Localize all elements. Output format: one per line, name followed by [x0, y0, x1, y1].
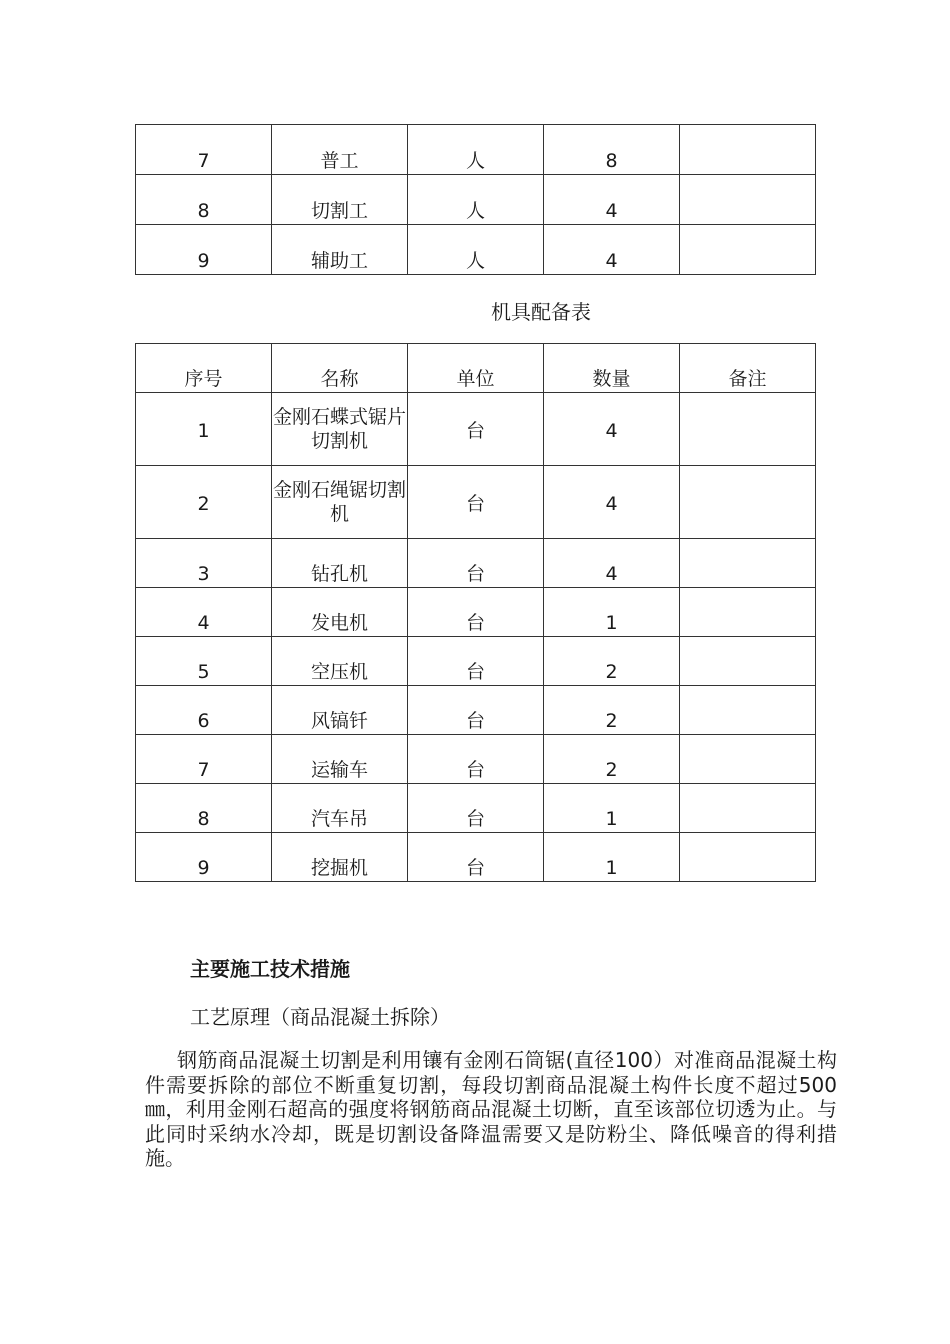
cell-note: [680, 588, 816, 637]
table-row: [136, 175, 816, 225]
cell-name: 辅助工: [272, 225, 408, 275]
cell-no: 3: [136, 539, 272, 588]
table-row: [136, 686, 816, 735]
cell-name: 钻孔机: [272, 539, 408, 588]
header-note: 备注: [680, 344, 816, 393]
cell-qty: 1: [544, 588, 680, 637]
cell-no: 1: [136, 393, 272, 466]
cell-unit: 人: [408, 125, 544, 175]
cell-qty: 4: [544, 539, 680, 588]
cell-name-line2: 机: [329, 502, 349, 525]
equipment-table: [135, 343, 816, 882]
cell-qty: 1: [544, 784, 680, 833]
cell-unit: 台: [408, 686, 544, 735]
cell-no: 8: [136, 175, 272, 225]
cell-unit: 台: [408, 393, 544, 466]
cell-unit: 台: [408, 588, 544, 637]
cell-name: 挖掘机: [272, 833, 408, 882]
cell-note: [680, 225, 816, 275]
table-row: [136, 393, 816, 466]
table-row: [136, 125, 816, 175]
table-row: [136, 466, 816, 539]
cell-name: 运输车: [272, 735, 408, 784]
cell-note: [680, 466, 816, 539]
table-caption: [135, 296, 947, 325]
table-row: [136, 588, 816, 637]
cell-qty: 2: [544, 637, 680, 686]
cell-note: [680, 125, 816, 175]
cell-unit: 台: [408, 637, 544, 686]
cell-name: 发电机: [272, 588, 408, 637]
caption-text: 机具配备表: [491, 300, 591, 324]
cell-qty: 1: [544, 833, 680, 882]
cell-qty: 4: [544, 175, 680, 225]
cell-note: [680, 539, 816, 588]
cell-unit: 人: [408, 175, 544, 225]
cell-no: 4: [136, 588, 272, 637]
cell-name-line2: 切割机: [310, 429, 368, 452]
cell-name-line1: 金刚石绳锯切割: [272, 478, 406, 501]
table-row: [136, 784, 816, 833]
cell-qty: 4: [544, 225, 680, 275]
cell-name: 切割工: [272, 175, 408, 225]
cell-qty: 2: [544, 686, 680, 735]
cell-no: 9: [136, 225, 272, 275]
cell-qty: 4: [544, 393, 680, 466]
table-row: [136, 833, 816, 882]
cell-name: 空压机: [272, 637, 408, 686]
table-header-row: [136, 344, 816, 393]
cell-note: [680, 175, 816, 225]
cell-note: [680, 833, 816, 882]
cell-unit: 台: [408, 784, 544, 833]
cell-no: 9: [136, 833, 272, 882]
cell-name: [272, 393, 408, 466]
cell-no: 8: [136, 784, 272, 833]
cell-unit: 台: [408, 539, 544, 588]
cell-no: 6: [136, 686, 272, 735]
header-no: 序号: [136, 344, 272, 393]
cell-unit: 人: [408, 225, 544, 275]
cell-no: 7: [136, 735, 272, 784]
cell-name: 风镐钎: [272, 686, 408, 735]
cell-qty: 8: [544, 125, 680, 175]
header-name: 名称: [272, 344, 408, 393]
section-subheading: 工艺原理（商品混凝土拆除）: [190, 1005, 450, 1029]
cell-qty: 2: [544, 735, 680, 784]
table-row: [136, 637, 816, 686]
cell-name: 汽车吊: [272, 784, 408, 833]
cell-unit: 台: [408, 466, 544, 539]
header-qty: 数量: [544, 344, 680, 393]
cell-note: [680, 686, 816, 735]
cell-note: [680, 393, 816, 466]
section-heading: 主要施工技术措施: [190, 957, 350, 981]
table-row: [136, 539, 816, 588]
cell-name: 普工: [272, 125, 408, 175]
cell-qty: 4: [544, 466, 680, 539]
cell-name: [272, 466, 408, 539]
cell-no: 5: [136, 637, 272, 686]
table-row: [136, 735, 816, 784]
cell-no: 7: [136, 125, 272, 175]
table-row: [136, 225, 816, 275]
header-unit: 单位: [408, 344, 544, 393]
cell-note: [680, 637, 816, 686]
personnel-table: [135, 124, 816, 275]
cell-note: [680, 735, 816, 784]
cell-note: [680, 784, 816, 833]
cell-unit: 台: [408, 833, 544, 882]
cell-no: 2: [136, 466, 272, 539]
body-paragraph: 钢筋商品混凝土切割是利用镶有金刚石筒锯(直径100）对准商品混凝土构件需要拆除的部位不断重复切割，每段切割商品混凝土构件长度不超过500㎜，利用金刚石超高的强度将钢筋商品混凝土切断，直至该部位切透为止。与此同时采纳水冷却，既是切割设备降温需要又是防粉尘、降低噪音的得利措施。: [145, 1048, 837, 1170]
cell-name-line1: 金刚石蝶式锯片: [272, 405, 406, 428]
cell-unit: 台: [408, 735, 544, 784]
